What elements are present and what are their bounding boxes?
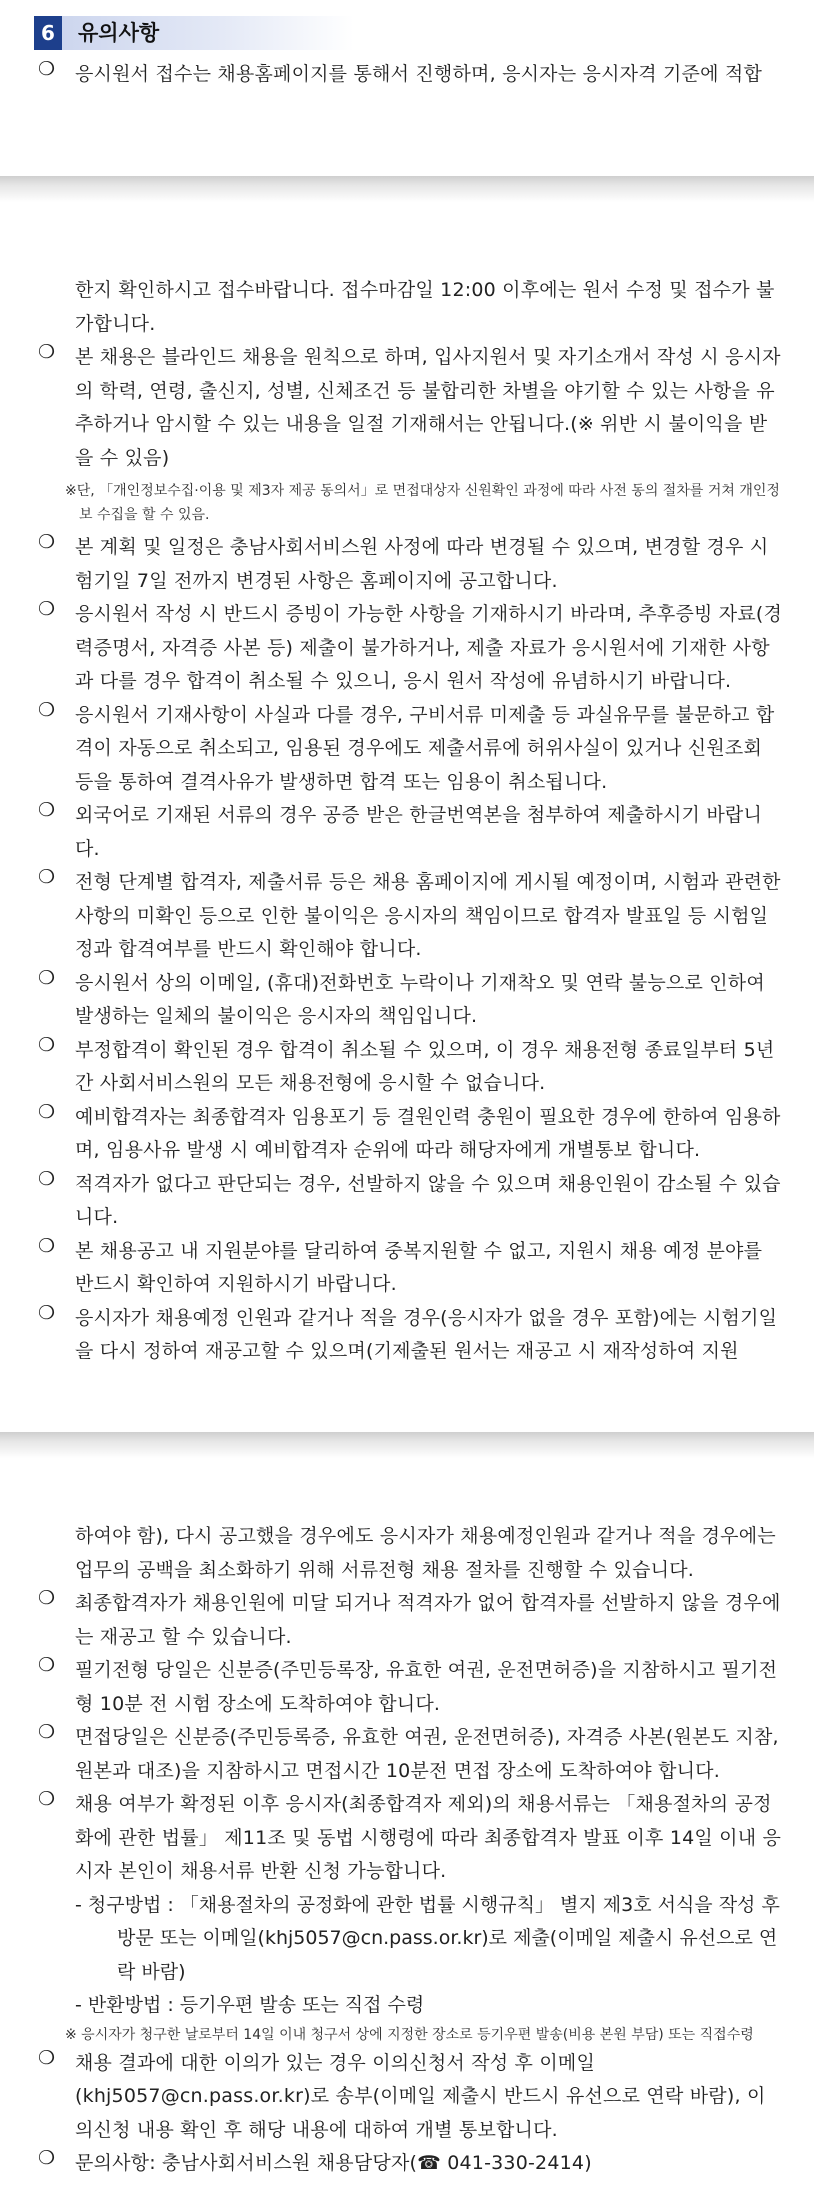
- bullet-circle-icon: ❍: [38, 58, 56, 80]
- page1-content: [38, 58, 783, 92]
- bullet-circle-icon: ❍: [38, 866, 56, 888]
- sub-item-text: - 반환방법 : 등기우편 발송 또는 직접 수령: [75, 1994, 425, 2016]
- page3-content: [38, 1520, 783, 2181]
- continuation-text: 한지 확인하시고 접수바랍니다. 접수마감일 12:00 이후에는 원서 수정 및 접수가 불가합니다.: [75, 279, 775, 335]
- bullet-circle-icon: ❍: [38, 1788, 56, 1810]
- list-item: ❍ 응시원서 작성 시 반드시 증빙이 가능한 사항을 기재하시기 바라며, 추후증빙 자료(경력증명서, 자격증 사본 등) 제출이 불가하거나, 제출 자료가 응시원서에 기재한 사항과 다를 경우 합격이 취소될 수 있으니, 응시 원서 작성에 유념하시기 바랍니다.: [38, 598, 783, 692]
- sub-item-text: - 청구방법 : 「채용절차의 공정화에 관한 법률 시행규칙」 별지 제3호 서식을 작성 후 방문 또는 이메일(khj5057@cn.pass.or.kr)로 제출(이메일 제출시 유선으로 연락 바람): [75, 1893, 780, 1983]
- list-item: ❍ 면접당일은 신분증(주민등록증, 유효한 여권, 운전면허증), 자격증 사본(원본도 지참, 원본과 대조)을 지참하시고 면접시간 10분전 면접 장소에 도착하여야 합니다.: [38, 1721, 779, 1782]
- list-item: ❍ 필기전형 당일은 신분증(주민등록장, 유효한 여권, 운전면허증)을 지참하시고 필기전형 10분 전 시험 장소에 도착하여야 합니다.: [38, 1654, 778, 1715]
- list-item: ❍ 부정합격이 확인된 경우 합격이 취소될 수 있으며, 이 경우 채용전형 종료일부터 5년간 사회서비스원의 모든 채용전형에 응시할 수 없습니다.: [38, 1033, 775, 1094]
- list-item: ❍ 예비합격자는 최종합격자 임용포기 등 결원인력 충원이 필요한 경우에 한하여 임용하며, 임용사유 발생 시 예비합격자 순위에 따라 해당자에게 개별통보 합니다.: [38, 1100, 781, 1161]
- continuation-text: 하여야 함), 다시 공고했을 경우에도 응시자가 채용예정인원과 같거나 적을 경우에는 업무의 공백을 최소화하기 위해 서류전형 채용 절차를 진행할 수 있습니다.: [75, 1525, 776, 1581]
- bullet-circle-icon: ❍: [38, 341, 56, 363]
- list-item: ❍ 본 채용공고 내 지원분야를 달리하여 중복지원할 수 없고, 지원시 채용 예정 분야를 반드시 확인하여 지원하시기 바랍니다.: [38, 1234, 763, 1295]
- list-item: ❍ 채용 결과에 대한 이의가 있는 경우 이의신청서 작성 후 이메일(khj5057@cn.pass.or.kr)로 송부(이메일 제출시 반드시 유선으로 연락 바람), 이의신청 내용 확인 후 해당 내용에 대하여 개별 통보합니다.: [38, 2046, 766, 2141]
- bullet-circle-icon: ❍: [38, 1100, 56, 1123]
- bullet-circle-icon: ❍: [38, 2046, 56, 2069]
- list-item: ❍ 본 계획 및 일정은 충남사회서비스원 사정에 따라 변경될 수 있으며, 변경할 경우 시험기일 7일 전까지 변경된 사항은 홈페이지에 공고합니다.: [38, 531, 769, 592]
- list-item: ❍ 전형 단계별 합격자, 제출서류 등은 채용 홈페이지에 게시될 예정이며, 시험과 관련한 사항의 미확인 등으로 인한 불이익은 응시자의 책임이므로 합격자 발표일 등 시험일정과 합격여부를 반드시 확인해야 합니다.: [38, 866, 781, 960]
- list-item: ❍ 문의사항: 충남사회서비스원 채용담당자(☎ 041-330-2414): [38, 2147, 592, 2174]
- section-title: 유의사항: [78, 21, 160, 45]
- section-number: 6: [34, 16, 62, 50]
- list-item: ❍ 적격자가 없다고 판단되는 경우, 선발하지 않을 수 있으며 채용인원이 감소될 수 있습니다.: [38, 1167, 781, 1228]
- note-text: ※단, 「개인정보수집·이용 및 제3자 제공 동의서」로 면접대상자 신원확인 과정에 따라 사전 동의 절차를 거쳐 개인정보 수집을 할 수 있음.: [65, 483, 780, 523]
- bullet-circle-icon: ❍: [38, 1301, 56, 1324]
- bullet-circle-icon: ❍: [38, 1234, 56, 1257]
- bullet-circle-icon: ❍: [38, 1167, 56, 1190]
- list-item: [38, 58, 783, 92]
- bullet-circle-icon: ❍: [38, 698, 56, 721]
- list-item: ❍ 외국어로 기재된 서류의 경우 공증 받은 한글번역본을 첨부하여 제출하시기 바랍니다.: [38, 799, 762, 860]
- list-item: ❍ 응시자가 채용예정 인원과 같거나 적을 경우(응시자가 없을 경우 포함)에는 시험기일을 다시 정하여 재공고할 수 있으며(기제출된 원서는 재공고 시 재작성하여 지원: [38, 1301, 778, 1362]
- list-item: ❍ 응시원서 기재사항이 사실과 다를 경우, 구비서류 미제출 등 과실유무를 불문하고 합격이 자동으로 취소되고, 임용된 경우에도 제출서류에 허위사실이 있거나 신원조회 등을 통하여 결격사유가 발생하면 합격 또는 임용이 취소됩니다.: [38, 698, 775, 793]
- list-item: ❍ 본 채용은 블라인드 채용을 원칙으로 하며, 입사지원서 및 자기소개서 작성 시 응시자의 학력, 연령, 출신지, 성별, 신체조건 등 불합리한 차별을 야기할 수 있는 사항을 유추하거나 암시할 수 있는 내용을 일절 기재해서는 안됩니다.(※ 위반 시 불이익을 받을 수 있음) ※단, 「개인정보수집·이용 및 제3자 제공 동의서」로 면접대상자 신원확인 과정에 따라 사전 동의 절차를 거쳐 개인정보 수집을 할 수 있음.: [38, 341, 783, 527]
- bullet-circle-icon: ❍: [38, 1587, 56, 1609]
- page2-content: [38, 274, 783, 1369]
- bullet-circle-icon: ❍: [38, 598, 56, 620]
- bullet-circle-icon: ❍: [38, 2147, 56, 2169]
- list-item: ❍ 채용 여부가 확정된 이후 응시자(최종합격자 제외)의 채용서류는 「채용절차의 공정화에 관한 법률」 제11조 및 동법 시행령에 따라 최종합격자 발표 이후 14일 이내 응시자 본인이 채용서류 반환 신청 가능합니다. - 청구방법 : 「채용절차의 공정화에 관한 법률 시행규칙」 별지 제3호 서식을 작성 후 방문 또는 이메일(khj5057@cn.pass.or.kr)로 제출(이메일 제출시 유선으로 연락 바람) - 반환방법 : 등기우편 발송 또는 직접 수령 ※ 응시자가 청구한 날로부터 14일 이내 청구서 상에 지정한 장소로 등기우편 발송(비용 본원 부담) 또는 직접수령: [38, 1788, 783, 2047]
- page-separator: [0, 176, 814, 202]
- list-item: ❍ 최종합격자가 채용인원에 미달 되거나 적격자가 없어 합격자를 선발하지 않을 경우에는 재공고 할 수 있습니다.: [38, 1587, 781, 1648]
- bullet-circle-icon: ❍: [38, 966, 56, 989]
- bullet-circle-icon: ❍: [38, 799, 56, 821]
- bullet-circle-icon: ❍: [38, 1721, 56, 1743]
- bullet-circle-icon: ❍: [38, 1654, 56, 1676]
- bullet-circle-icon: ❍: [38, 1033, 56, 1056]
- page-separator: [0, 1432, 814, 1458]
- section-header: [34, 16, 354, 50]
- list-item-text: 응시원서 접수는 채용홈페이지를 통해서 진행하며, 응시자는 응시자격 기준에 적합: [75, 63, 762, 85]
- list-item: ❍ 응시원서 상의 이메일, (휴대)전화번호 누락이나 기재착오 및 연락 불능으로 인하여 발생하는 일체의 불이익은 응시자의 책임입니다.: [38, 966, 765, 1027]
- bullet-circle-icon: ❍: [38, 531, 56, 553]
- note-text: ※ 응시자가 청구한 날로부터 14일 이내 청구서 상에 지정한 장소로 등기우편 발송(비용 본원 부담) 또는 직접수령: [65, 2026, 754, 2043]
